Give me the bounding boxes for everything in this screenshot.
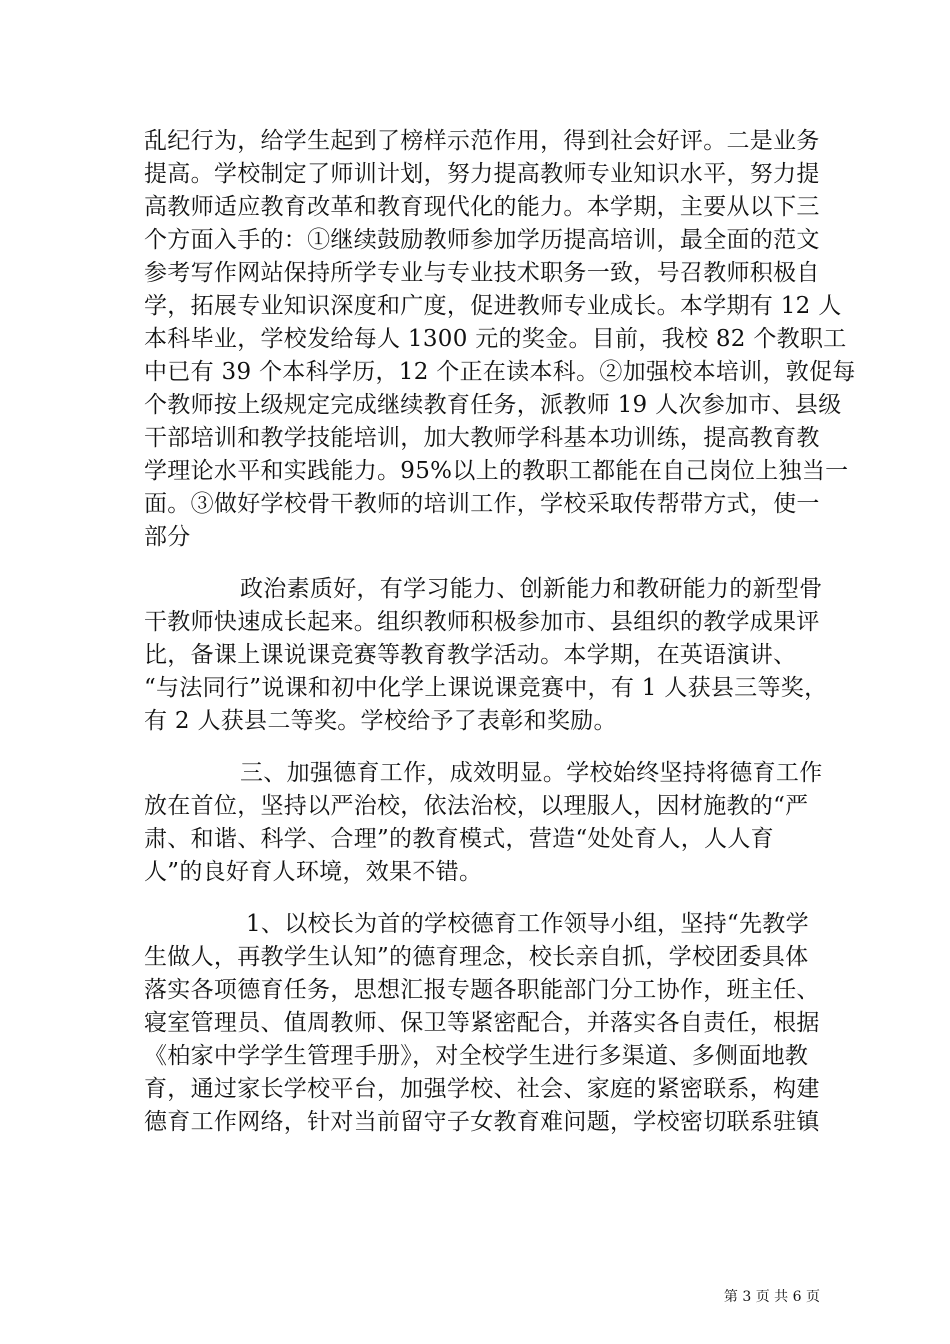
text-line: 高教师适应教育改革和教育现代化的能力。本学期，主要从以下三 xyxy=(144,194,820,220)
text-line: 落实各项德育任务，思想汇报专题各职能部门分工协作，班主任、 xyxy=(144,977,820,1003)
page-number: 第 3 页 共 6 页 xyxy=(723,1289,820,1305)
text-line: 干教师快速成长起来。组织教师积极参加市、县组织的教学成果评 xyxy=(144,609,820,635)
text-line: 人”的良好育人环境，效果不错。 xyxy=(144,859,483,885)
text-line: 学，拓展专业知识深度和广度，促进教师专业成长。本学期有 12 人 xyxy=(144,293,842,319)
text-line: 参考写作网站保持所学专业与专业技术职务一致，号召教师积极自 xyxy=(144,260,820,286)
text-line: 育，通过家长学校平台，加强学校、社会、家庭的紧密联系，构建 xyxy=(144,1076,820,1102)
text-line: 《柏家中学学生管理手册》，对全校学生进行多渠道、多侧面地教 xyxy=(144,1043,809,1069)
text-line: 部分 xyxy=(144,524,191,550)
text-line: 学理论水平和实践能力。95%以上的教职工都能在自己岗位上独当一 xyxy=(144,458,849,484)
text-line: 生做人，再教学生认知”的德育理念，校长亲自抓，学校团委具体 xyxy=(144,944,809,970)
text-line: 有 2 人获县二等奖。学校给予了表彰和奖励。 xyxy=(144,708,617,734)
text-line: 放在首位，坚持以严治校，依法治校，以理服人，因材施教的“严 xyxy=(144,793,809,819)
text-line: 寝室管理员、值周教师、保卫等紧密配合，并落实各自责任，根据 xyxy=(144,1010,820,1036)
text-line: 本科毕业，学校发给每人 1300 元的奖金。目前，我校 82 个教职工 xyxy=(144,326,847,352)
text-line: 个教师按上级规定完成继续教育任务，派教师 19 人次参加市、县级 xyxy=(144,392,842,418)
text-line: 德育工作网络，针对当前留守子女教育难问题，学校密切联系驻镇 xyxy=(144,1109,820,1135)
text-line: 肃、和谐、科学、合理”的教育模式，营造“处处育人，人人育 xyxy=(144,826,774,852)
text-line: 中已有 39 个本科学历，12 个正在读本科。②加强校本培训，敦促每 xyxy=(144,359,856,385)
text-line: 提高。学校制定了师训计划，努力提高教师专业知识水平，努力提 xyxy=(144,161,820,187)
text-line: 政治素质好，有学习能力、创新能力和教研能力的新型骨 xyxy=(240,576,823,602)
text-line: 个方面入手的：①继续鼓励教师参加学历提高培训，最全面的范文 xyxy=(144,227,820,253)
text-line: 干部培训和教学技能培训，加大教师学科基本功训练，提高教育教 xyxy=(144,425,820,451)
text-line: 1、以校长为首的学校德育工作领导小组，坚持“先教学 xyxy=(246,911,809,937)
section-heading-line: 三、加强德育工作，成效明显。学校始终坚持将德育工作 xyxy=(240,760,823,786)
text-line: “与法同行”说课和初中化学上课说课竞赛中，有 1 人获县三等奖， xyxy=(144,675,828,701)
text-line: 比，备课上课说课竞赛等教育教学活动。本学期，在英语演讲、 xyxy=(144,642,797,668)
text-line: 乱纪行为，给学生起到了榜样示范作用，得到社会好评。二是业务 xyxy=(144,128,820,154)
text-line: 面。③做好学校骨干教师的培训工作，学校采取传帮带方式，使一 xyxy=(144,491,820,517)
